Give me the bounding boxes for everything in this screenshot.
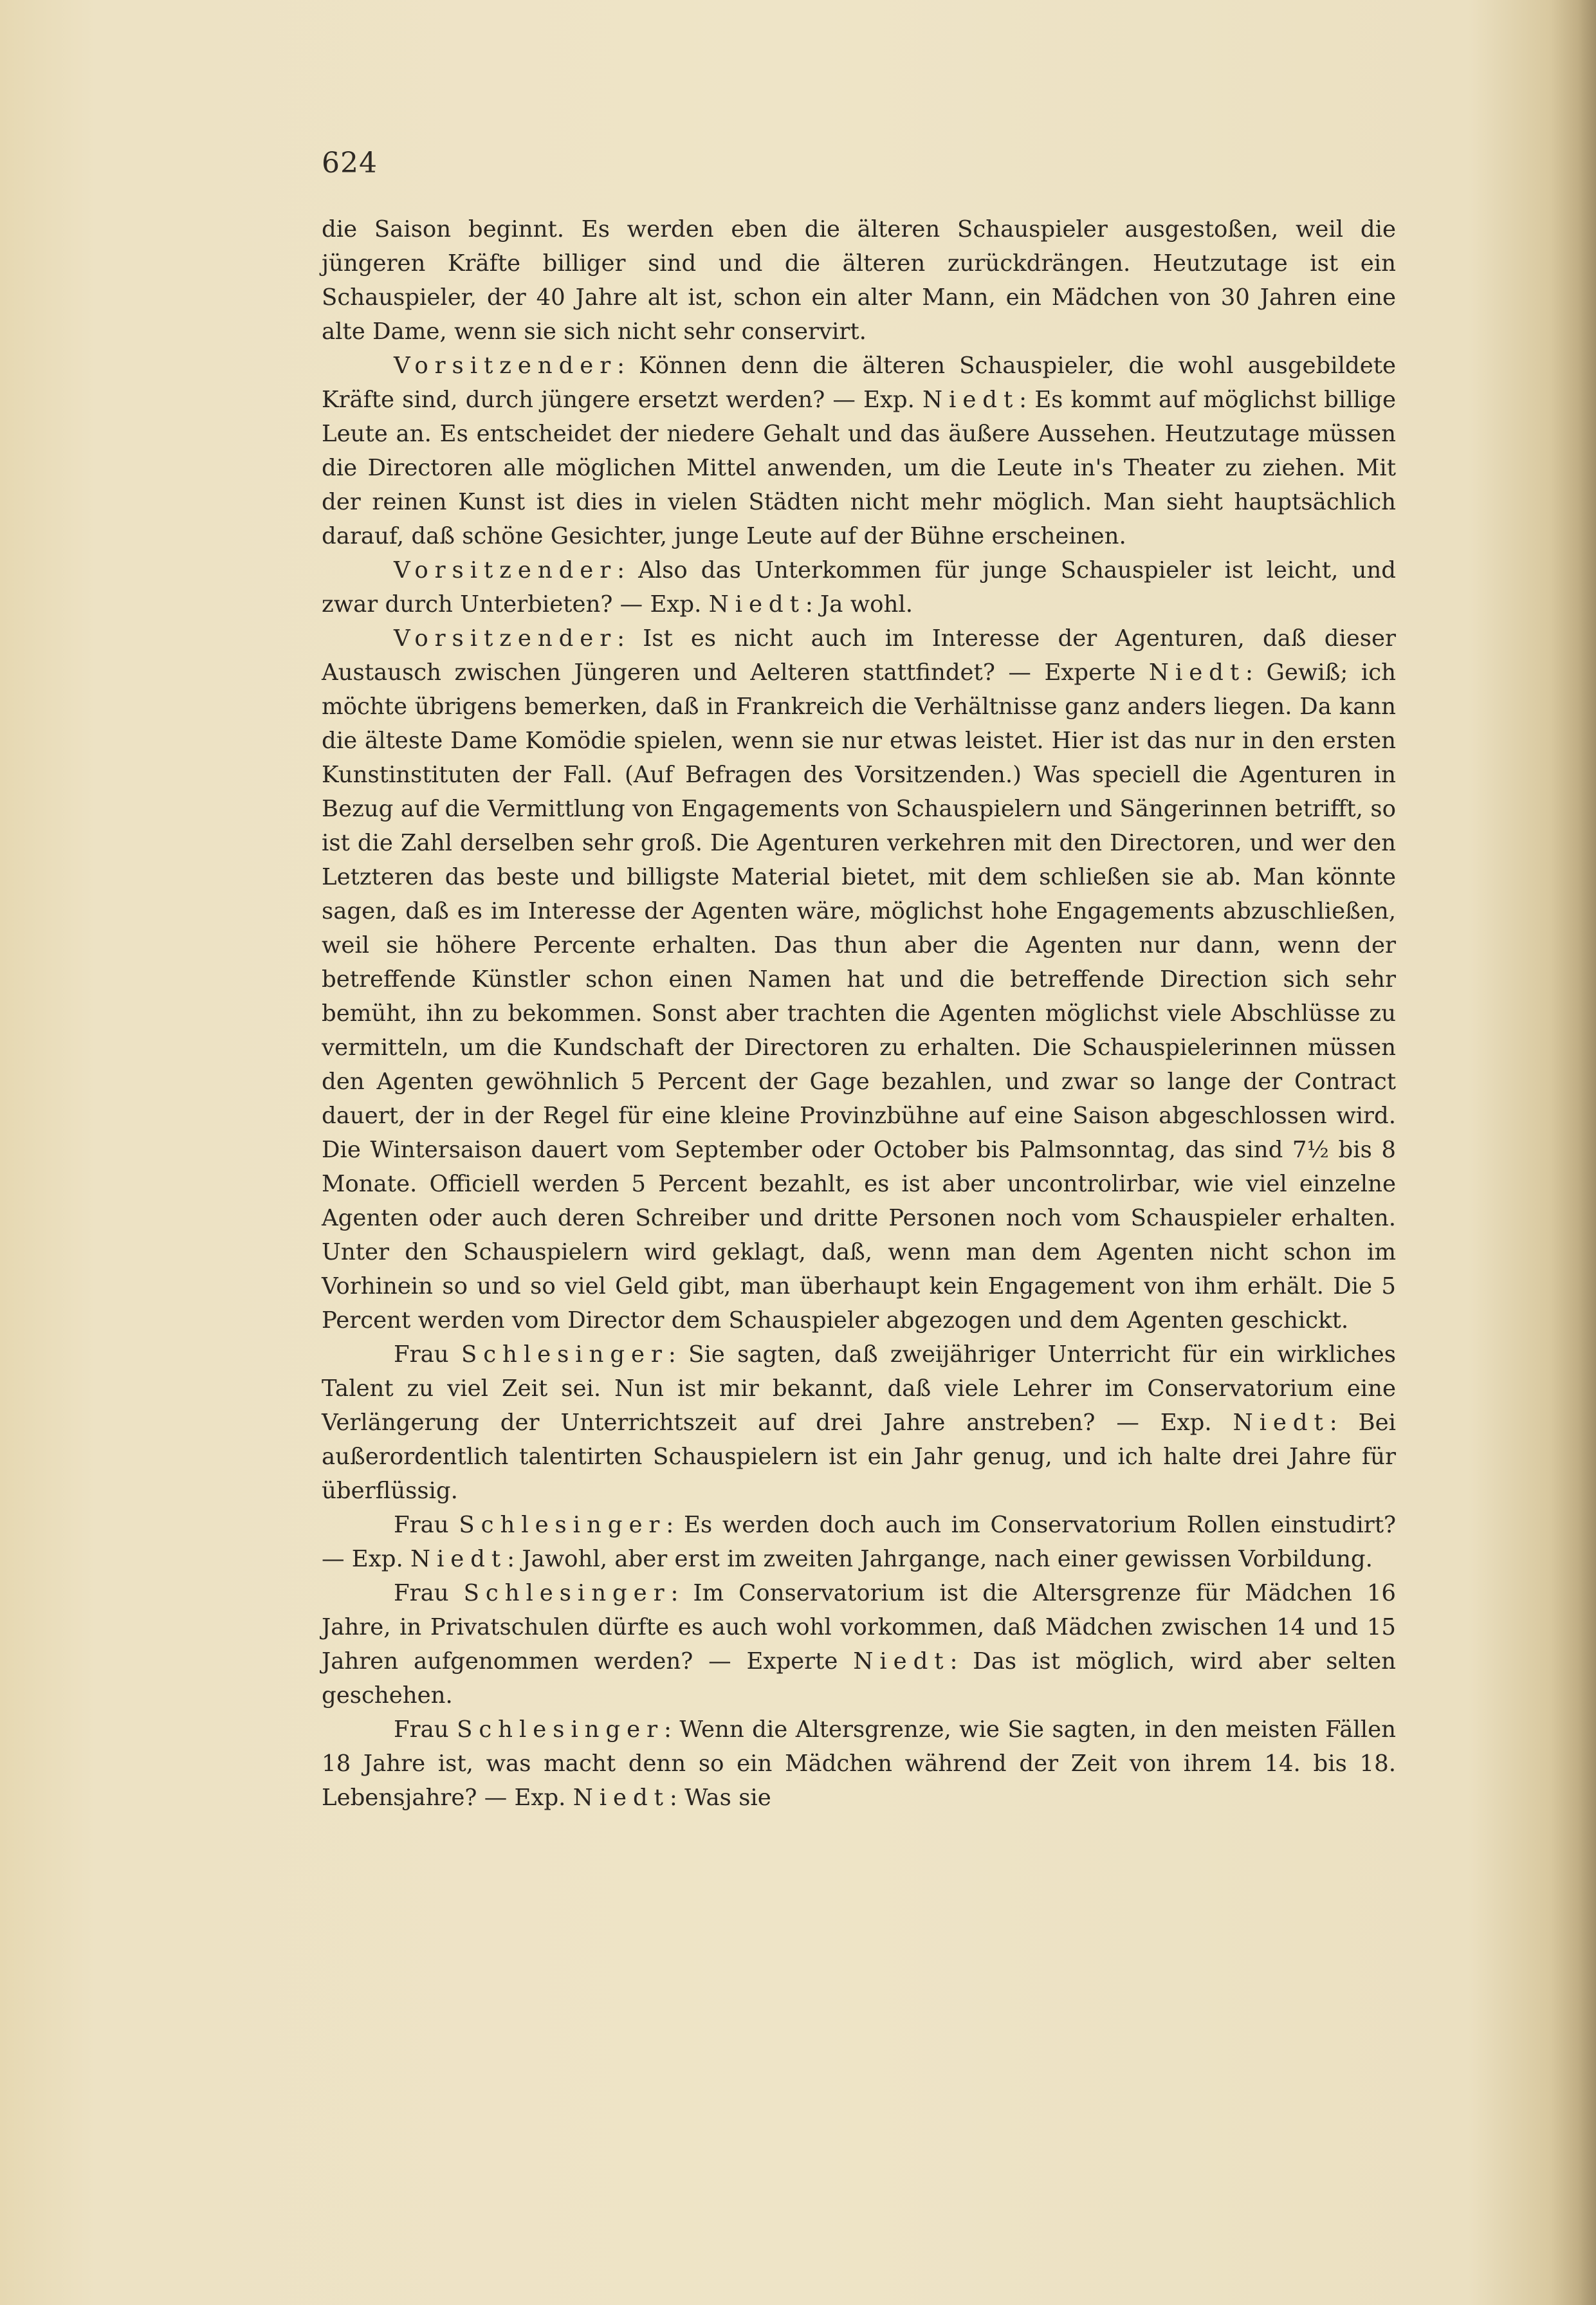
paragraph	[322, 1337, 1396, 1508]
text-run: : Das ist möglich, wird aber selten geschehen.	[322, 1648, 1396, 1709]
speaker-name: Niedt	[573, 1785, 670, 1811]
page-edge-shadow	[1551, 0, 1596, 2305]
text-run: : Was sie	[669, 1785, 771, 1811]
paragraph	[322, 349, 1396, 553]
speaker-name: Niedt	[708, 591, 805, 618]
text-run: : Im Conservatorium ist die Altersgrenze für Mädchen 16 Jahre, in Privatschulen dürfte es auch wohl vorkommen, daß Mädchen zwischen 14 und 15 Jahren aufgenommen werden? — Experte	[322, 1580, 1397, 1675]
paragraph	[322, 212, 1396, 349]
speaker-name: Vorsitzender	[394, 353, 618, 379]
text-run: : Gewiß; ich möchte übrigens bemerken, daß in Frankreich die Verhältnisse ganz anders liegen. Da kann die älteste Dame Komödie spielen, wenn sie nur etwas leistet. Hier ist das nur in den ersten Kunstinstituten der Fall. (Auf Befragen des Vorsitzenden.) Was speciell die Agenturen in Bezug auf die Vermittlung von Engagements von Schauspielern und Sängerinnen betrifft, so ist die Zahl derselben sehr groß. Die Agenturen verkehren mit den Directoren, und wer den Letzteren das beste und billigste Material bietet, mit dem schließen sie ab. Man könnte sagen, daß es im Interesse der Agenten wäre, möglichst hohe Engagements abzuschließen, weil sie höhere Percente erhalten. Das thun aber die Agenten nur dann, wenn der betreffende Künstler schon einen Namen hat und die betreffende Direction sich sehr bemüht, ihn zu bekommen. Sonst aber trachten die Agenten möglichst viele Abschlüsse zu vermitteln, um die Kundschaft der Directoren zu erhalten. Die Schauspielerinnen müssen den Agenten gewöhnlich 5 Percent der Gage bezahlen, und zwar so lange der Contract dauert, der in der Regel für eine kleine Provinzbühne auf eine Saison abgeschlossen wird. Die Wintersaison dauert vom September oder October bis Palmsonntag, das sind 7½ bis 8 Monate. Officiell werden 5 Percent bezahlt, es ist aber uncontrolirbar, wie viel einzelne Agenten oder auch deren Schreiber und dritte Personen noch vom Schauspieler erhalten. Unter den Schauspielern wird geklagt, daß, wenn man dem Agenten nicht schon im Vorhinein so und so viel Geld gibt, man überhaupt kein Engagement von ihm erhält. Die 5 Percent werden vom Director dem Schauspieler abgezogen und dem Agenten geschickt.	[322, 659, 1396, 1334]
paragraph	[322, 553, 1396, 621]
text-run: : Also das Unterkommen für junge Schauspieler ist leicht, und zwar durch Unterbieten? — Exp.	[322, 557, 1396, 618]
text-run: Frau	[394, 1580, 464, 1606]
text-run: : Ist es nicht auch im Interesse der Agenturen, daß dieser Austausch zwischen Jüngeren und Aelteren stattfindet? — Experte	[322, 625, 1396, 686]
paragraph	[322, 1713, 1396, 1815]
text-run: Frau	[394, 1341, 461, 1368]
speaker-name: Schlesinger	[459, 1512, 666, 1538]
page-number: 624	[322, 147, 378, 179]
text-run: : Jawohl, aber erst im zweiten Jahrgange, nach einer gewissen Vorbildung.	[507, 1546, 1373, 1572]
speaker-name: Niedt	[1233, 1410, 1330, 1436]
speaker-name: Niedt	[410, 1546, 508, 1572]
speaker-name: Schlesinger	[457, 1716, 664, 1743]
speaker-name: Vorsitzender	[394, 625, 618, 652]
speaker-name: Niedt	[853, 1648, 950, 1675]
text-run: : Bei außerordentlich talentirten Schauspielern ist ein Jahr genug, und ich halte drei Jahre für überflüssig.	[322, 1410, 1396, 1504]
speaker-name: Niedt	[922, 387, 1020, 413]
text-run: die Saison beginnt. Es werden eben die älteren Schauspieler ausgestoßen, weil die jüngeren Kräfte billiger sind und die älteren zurückdrängen. Heutzutage ist ein Schauspieler, der 40 Jahre alt ist, schon ein alter Mann, ein Mädchen von 30 Jahren eine alte Dame, wenn sie sich nicht sehr conservirt.	[322, 216, 1396, 345]
speaker-name: Schlesinger	[463, 1580, 671, 1606]
text-run: : Wenn die Altersgrenze, wie Sie sagten, in den meisten Fällen 18 Jahre ist, was macht denn so ein Mädchen während der Zeit von ihrem 14. bis 18. Lebensjahre? — Exp.	[322, 1716, 1396, 1811]
speaker-name: Niedt	[1148, 659, 1246, 686]
text-run: : Es werden doch auch im Conservatorium Rollen einstudirt? — Exp.	[322, 1512, 1396, 1572]
text-run: : Können denn die älteren Schauspieler, die wohl ausgebildete Kräfte sind, durch jüngere ersetzt werden? — Exp.	[322, 353, 1396, 413]
paragraph	[322, 621, 1396, 1337]
paragraph	[322, 1576, 1396, 1713]
body-text	[322, 212, 1396, 1815]
text-run: : Ja wohl.	[805, 591, 913, 618]
paragraph	[322, 1508, 1396, 1576]
text-run: Frau	[394, 1716, 457, 1743]
text-run: : Sie sagten, daß zweijähriger Unterricht für ein wirkliches Talent zu viel Zeit sei. Nun ist mir bekannt, daß viele Lehrer im Conservatorium eine Verlängerung der Unterrichtszeit auf drei Jahre anstreben? — Exp.	[322, 1341, 1396, 1436]
speaker-name: Schlesinger	[461, 1341, 668, 1368]
speaker-name: Vorsitzender	[394, 557, 618, 583]
text-run: : Es kommt auf möglichst billige Leute an. Es entscheidet der niedere Gehalt und das äußere Aussehen. Heutzutage müssen die Directoren alle möglichen Mittel anwenden, um die Leute in's Theater zu ziehen. Mit der reinen Kunst ist dies in vielen Städten nicht mehr möglich. Man sieht hauptsächlich darauf, daß schöne Gesichter, junge Leute auf der Bühne erscheinen.	[322, 387, 1397, 549]
text-run: Frau	[394, 1512, 459, 1538]
